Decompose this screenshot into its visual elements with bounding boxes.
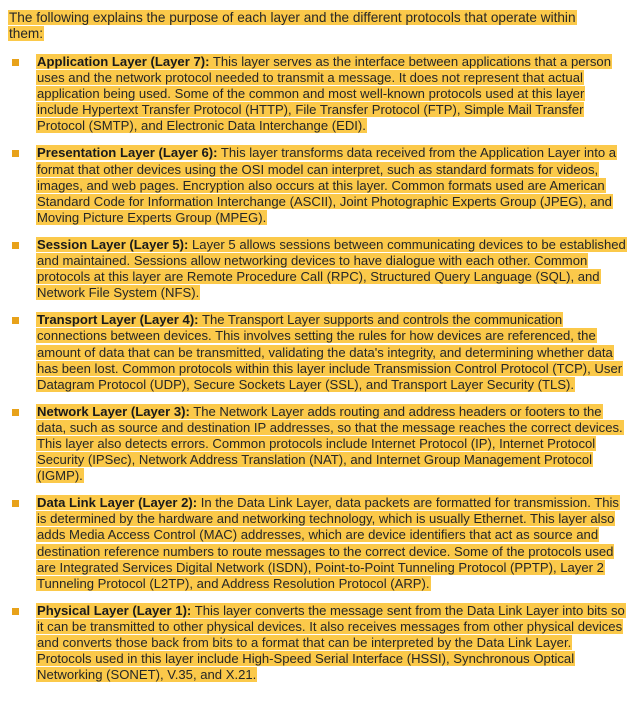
square-bullet-icon bbox=[12, 150, 19, 157]
layer-description: This layer transforms data received from the Application Layer into a format that other devices using the OSI model can interpret, such as standard formats for videos, images, and web pages. Encryption also occurs at this layer. Common formats used are American Standard Code for Information Interchange (ASCII), Joint Photographic Experts Group (JPEG), and Moving Picture Experts Group (MPEG). bbox=[37, 145, 617, 225]
layer-description: This layer serves as the interface between applications that a person uses and the network protocol needed to transmit a message. It does not represent that actual application being used. Some of the common and most well-known protocols used at this layer include Hypertext Transfer Protocol (HTTP), File Transfer Protocol (FTP), Simple Mail Transfer Protocol (SMTP), and Electronic Data Interchange (EDI). bbox=[37, 54, 611, 134]
layer-item-transport bbox=[8, 312, 626, 392]
layer-description: In the Data Link Layer, data packets are formatted for transmission. This is determined by the hardware and networking technology, which is usually Ethernet. This layer also adds Media Access Control (MAC) addresses, which are device identifiers that act as source and destination reference numbers to route messages to the correct device. Some of the protocols used are Integrated Services Digital Network (ISDN), Point-to-Point Tunneling Protocol (PPTP), Layer 2 Tunneling Protocol (L2TP), and Address Resolution Protocol (ARP). bbox=[37, 495, 619, 591]
layer-item-physical bbox=[8, 603, 626, 683]
intro-text: The following explains the purpose of each layer and the different protocols that operate within them: bbox=[9, 10, 576, 41]
square-bullet-icon bbox=[12, 242, 19, 249]
layer-description: This layer converts the message sent from the Data Link Layer into bits so it can be transmitted to other physical devices. It also receives messages from other physical devices and converts those back from bits to a format that can be interpreted by the Data Link Layer. Protocols used in this layer include High-Speed Serial Interface (HSSI), Synchronous Optical Networking (SONET), V.35, and X.21. bbox=[37, 602, 625, 683]
layer-title: Network Layer (Layer 3): bbox=[37, 403, 190, 419]
layer-title: Physical Layer (Layer 1): bbox=[37, 602, 192, 618]
layer-title: Presentation Layer (Layer 6): bbox=[37, 145, 218, 161]
square-bullet-icon bbox=[12, 608, 19, 615]
square-bullet-icon bbox=[12, 409, 19, 416]
layer-item-session bbox=[8, 237, 626, 301]
layer-item-presentation bbox=[8, 145, 626, 225]
layer-item-data-link bbox=[8, 495, 626, 592]
square-bullet-icon bbox=[12, 59, 19, 66]
layer-description: The Network Layer adds routing and address headers or footers to the data, such as source and destination IP addresses, so that the message reaches the correct devices. This layer also detects errors. Common protocols include Internet Protocol (IP), Internet Protocol Security (IPSec), Network Address Translation (NAT), and Internet Group Management Protocol (IGMP). bbox=[37, 403, 623, 484]
intro-paragraph bbox=[8, 10, 578, 42]
layer-title: Session Layer (Layer 5): bbox=[37, 236, 189, 252]
osi-layer-list bbox=[8, 54, 626, 683]
layer-description: Layer 5 allows sessions between communicating devices to be established and maintained. Sessions allow networking devices to have dialogue with each other. Common protocols at this layer are Remote Procedure Call (RPC), Structured Query Language (SQL), and Network File System (NFS). bbox=[37, 236, 626, 301]
layer-title: Data Link Layer (Layer 2): bbox=[37, 495, 198, 511]
layer-item-application bbox=[8, 54, 626, 134]
square-bullet-icon bbox=[12, 500, 19, 507]
layer-title: Transport Layer (Layer 4): bbox=[37, 312, 199, 328]
layer-title: Application Layer (Layer 7): bbox=[37, 54, 210, 69]
layer-description: The Transport Layer supports and controls the communication connections between devices. This involves setting the rules for how devices are referenced, the amount of data that can be transmitted, validating the data's integrity, and determining whether data has been lost. Common protocols within this layer include Transmission Control Protocol (TCP), User Datagram Protocol (UDP), Secure Sockets Layer (SSL), and Transport Layer Security (TLS). bbox=[37, 312, 623, 392]
layer-item-network bbox=[8, 404, 626, 484]
square-bullet-icon bbox=[12, 317, 19, 324]
